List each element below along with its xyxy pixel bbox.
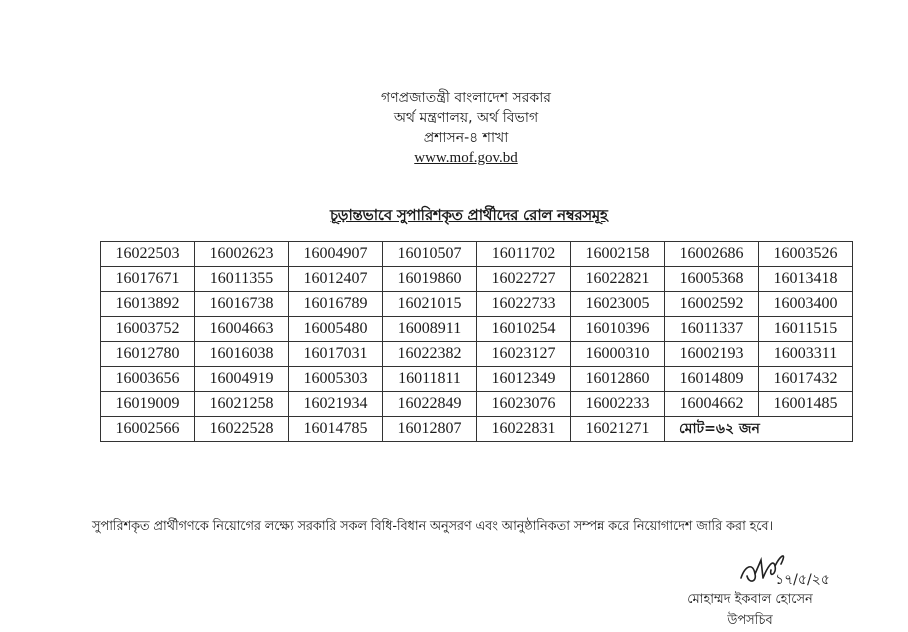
letterhead (0, 88, 908, 168)
signature-icon (735, 548, 855, 590)
roll-cell: 16021271 (571, 417, 665, 442)
roll-cell: 16019860 (383, 267, 477, 292)
roll-cell: 16003752 (101, 317, 195, 342)
roll-cell: 16012349 (477, 367, 571, 392)
roll-cell: 16016738 (195, 292, 289, 317)
branch-name: প্রশাসন-৪ শাখা (423, 130, 509, 146)
roll-cell: 16017671 (101, 267, 195, 292)
roll-number-table (100, 241, 853, 442)
table-row (101, 317, 853, 342)
roll-cell: 16002592 (665, 292, 759, 317)
roll-cell: 16010396 (571, 317, 665, 342)
table-row (101, 342, 853, 367)
roll-cell: 16022503 (101, 242, 195, 267)
roll-cell: 16021934 (289, 392, 383, 417)
roll-cell: 16003311 (759, 342, 853, 367)
roll-cell: 16023127 (477, 342, 571, 367)
roll-cell: 16011337 (665, 317, 759, 342)
roll-cell: 16021015 (383, 292, 477, 317)
roll-cell: 16017432 (759, 367, 853, 392)
roll-cell: 16012860 (571, 367, 665, 392)
table-row (101, 367, 853, 392)
table-row (101, 267, 853, 292)
roll-cell: 16017031 (289, 342, 383, 367)
roll-cell: 16000310 (571, 342, 665, 367)
roll-cell: 16002233 (571, 392, 665, 417)
instruction-note: সুপারিশকৃত প্রার্থীগণকে নিয়োগের লক্ষ্যে সরকারি সকল বিধি-বিধান অনুসরণ এবং আনুষ্ঠানিকতা সম্পন্ন করে নিয়োগাদেশ জারি করা হবে। (92, 519, 773, 534)
roll-cell: 16022382 (383, 342, 477, 367)
roll-cell: 16001485 (759, 392, 853, 417)
roll-cell: 16004919 (195, 367, 289, 392)
roll-cell: 16002686 (665, 242, 759, 267)
roll-cell: 16013892 (101, 292, 195, 317)
roll-cell: 16022727 (477, 267, 571, 292)
signatory-designation: উপসচিব (727, 613, 773, 628)
roll-cell: 16010507 (383, 242, 477, 267)
roll-cell: 16011515 (759, 317, 853, 342)
roll-cell: 16002566 (101, 417, 195, 442)
government-name: গণপ্রজাতন্ত্রী বাংলাদেশ সরকার (381, 90, 551, 106)
roll-cell: 16023076 (477, 392, 571, 417)
roll-cell: 16014809 (665, 367, 759, 392)
roll-cell: 16012807 (383, 417, 477, 442)
roll-cell: 16005480 (289, 317, 383, 342)
roll-cell: 16016789 (289, 292, 383, 317)
roll-cell: 16022831 (477, 417, 571, 442)
roll-cell: 16004662 (665, 392, 759, 417)
roll-cell: 16012780 (101, 342, 195, 367)
roll-cell: 16022733 (477, 292, 571, 317)
roll-cell: 16021258 (195, 392, 289, 417)
roll-cell: 16011811 (383, 367, 477, 392)
roll-cell: 16004907 (289, 242, 383, 267)
roll-cell: 16012407 (289, 267, 383, 292)
ministry-division: অর্থ মন্ত্রণালয়, অর্থ বিভাগ (393, 110, 539, 126)
roll-cell: 16003400 (759, 292, 853, 317)
roll-cell: 16008911 (383, 317, 477, 342)
roll-cell: 16002158 (571, 242, 665, 267)
total-count: মোট=৬২ জন (665, 417, 853, 442)
roll-cell: 16022528 (195, 417, 289, 442)
roll-cell: 16011355 (195, 267, 289, 292)
roll-cell: 16019009 (101, 392, 195, 417)
roll-cell: 16011702 (477, 242, 571, 267)
roll-cell: 16014785 (289, 417, 383, 442)
roll-cell: 16016038 (195, 342, 289, 367)
roll-cell: 16023005 (571, 292, 665, 317)
table-row (101, 292, 853, 317)
roll-cell: 16003656 (101, 367, 195, 392)
roll-cell: 16004663 (195, 317, 289, 342)
table-row (101, 417, 853, 442)
table-row (101, 392, 853, 417)
signatory-name: মোহাম্মদ ইকবাল হোসেন (687, 592, 813, 607)
roll-cell: 16010254 (477, 317, 571, 342)
roll-cell: 16003526 (759, 242, 853, 267)
table-row (101, 242, 853, 267)
signature-date: ১৭/৫/২৫ (775, 572, 830, 588)
roll-cell: 16022849 (383, 392, 477, 417)
roll-cell: 16002193 (665, 342, 759, 367)
roll-cell: 16005303 (289, 367, 383, 392)
roll-cell: 16005368 (665, 267, 759, 292)
roll-cell: 16002623 (195, 242, 289, 267)
website-link[interactable]: www.mof.gov.bd (414, 150, 518, 166)
roll-cell: 16022821 (571, 267, 665, 292)
roll-cell: 16013418 (759, 267, 853, 292)
document-title: চূড়ান্তভাবে সুপারিশকৃত প্রার্থীদের রোল নম্বরসমূহ (330, 206, 608, 224)
